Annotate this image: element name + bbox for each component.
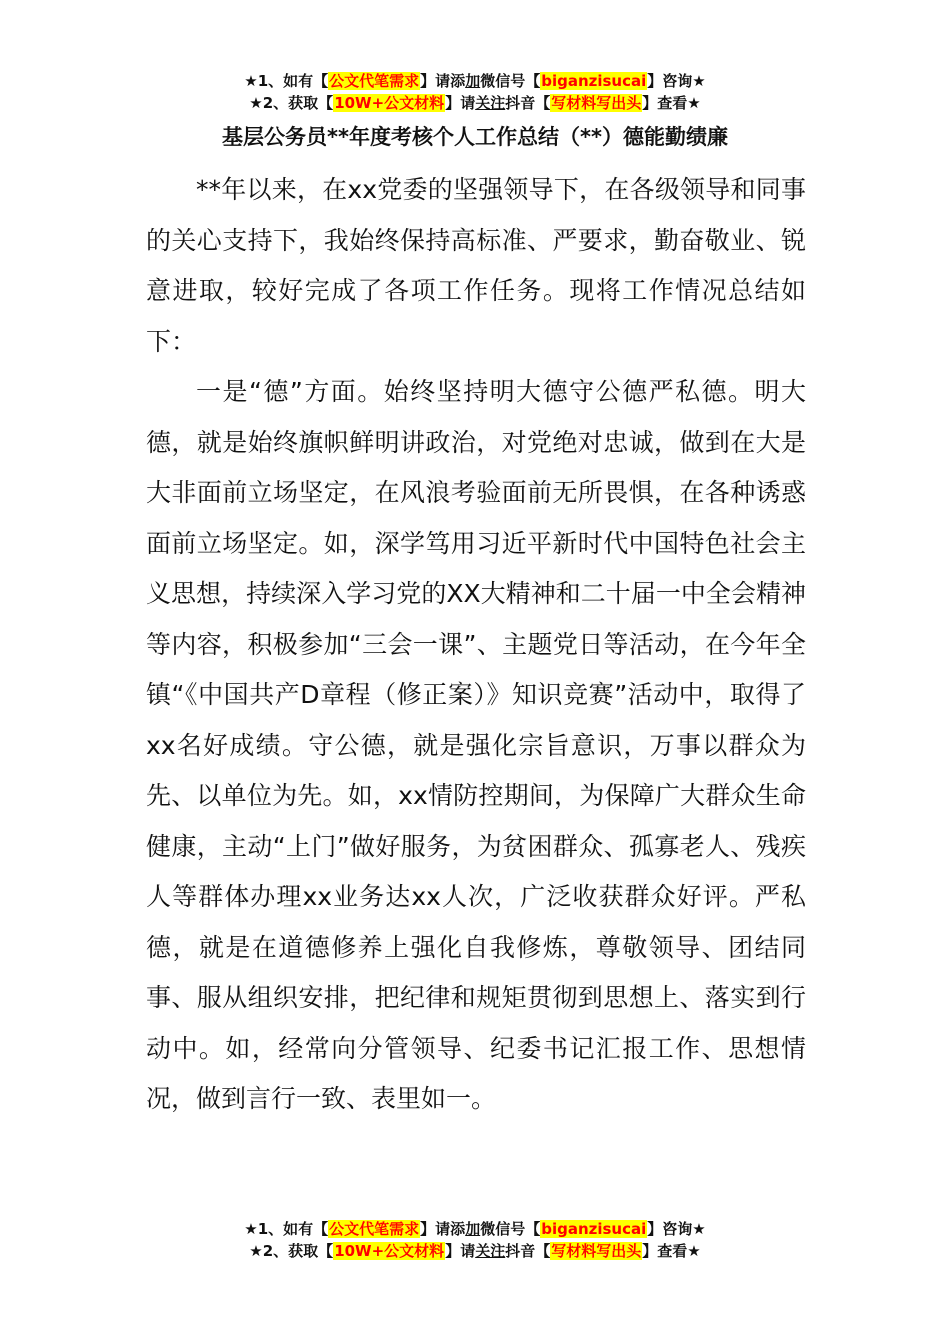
banner-text: 】请 — [445, 94, 476, 112]
banner-line-2 — [0, 1240, 950, 1262]
banner-text: 】请 — [445, 1242, 476, 1260]
banner-text: 】请添 — [420, 72, 466, 90]
banner-text: ★1、如有【 — [244, 72, 329, 90]
banner-text: 抖音【 — [505, 94, 551, 112]
banner-text: ★1、如有【 — [244, 1220, 329, 1238]
header-banner — [0, 70, 950, 114]
banner-line-1 — [0, 70, 950, 92]
highlight-douyin-account: 写材料写出头 — [551, 1242, 642, 1260]
banner-text: 抖音【 — [505, 1242, 551, 1260]
highlight-service: 公文代笔需求 — [329, 1220, 420, 1238]
highlight-materials: 10W+公文材料 — [334, 1242, 445, 1260]
banner-text: 】咨询★ — [647, 1220, 706, 1238]
banner-underlined-text: 关注 — [475, 1242, 506, 1260]
banner-text: 】咨询★ — [647, 72, 706, 90]
banner-text: ★2、获取【 — [249, 94, 334, 112]
banner-underlined-text: 关注 — [475, 94, 506, 112]
banner-text: 微信号【 — [480, 72, 541, 90]
banner-line-1 — [0, 1218, 950, 1240]
banner-text: 】查看★ — [642, 94, 701, 112]
paragraph-virtue: 一是“德”方面。始终坚持明大德守公德严私德。明大德，就是始终旗帜鲜明讲政治，对党绝对忠诚，做到在大是大非面前立场坚定，在风浪考验面前无所畏惧，在各种诱惑面前立场坚定。如，深学笃用习近平新时代中国特色社会主义思想，持续深入学习党的XX大精神和二十届一中全会精神等内容，积极参加“三会一课”、主题党日等活动，在今年全镇“《中国共产D章程（修正案）》知识竞赛”活动中，取得了xx名好成绩。守公德，就是强化宗旨意识，万事以群众为先、以单位为先。如，xx情防控期间，为保障广大群众生命健康，主动“上门”做好服务，为贫困群众、孤寡老人、残疾人等群体办理xx业务达xx人次，广泛收获群众好评。严私德，就是在道德修养上强化自我修炼，尊敬领导、团结同事、服从组织安排，把纪律和规矩贯彻到思想上、落实到行动中。如，经常向分管领导、纪委书记汇报工作、思想情况，做到言行一致、表里如一。 — [146, 377, 806, 1113]
banner-text: ★2、获取【 — [249, 1242, 334, 1260]
banner-line-2 — [0, 92, 950, 114]
highlight-service: 公文代笔需求 — [329, 72, 420, 90]
banner-underlined-text: 加 — [465, 1220, 481, 1238]
document-title: 基层公务员**年度考核个人工作总结（**）德能勤绩廉 — [222, 125, 728, 149]
banner-text: 】查看★ — [642, 1242, 701, 1260]
footer-banner — [0, 1218, 950, 1262]
paragraph-intro: **年以来，在xx党委的坚强领导下，在各级领导和同事的关心支持下，我始终保持高标准、严要求，勤奋敬业、锐意进取，较好完成了各项工作任务。现将工作情况总结如下： — [146, 175, 806, 356]
banner-text: 微信号【 — [480, 1220, 541, 1238]
highlight-materials: 10W+公文材料 — [334, 94, 445, 112]
banner-underlined-text: 加 — [465, 72, 481, 90]
highlight-wechat-id: biganzisucai — [541, 72, 647, 90]
banner-text: 】请添 — [420, 1220, 466, 1238]
highlight-wechat-id: biganzisucai — [541, 1220, 647, 1238]
highlight-douyin-account: 写材料写出头 — [551, 94, 642, 112]
document-body — [146, 165, 806, 1125]
